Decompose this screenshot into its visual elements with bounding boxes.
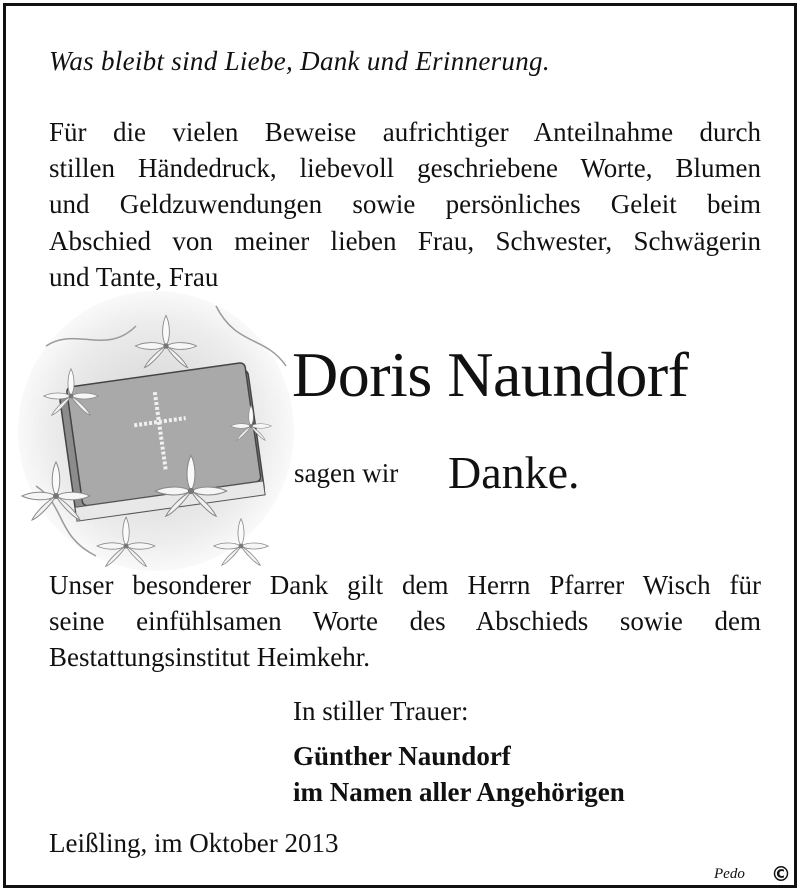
thanks-word: Danke. <box>448 447 580 498</box>
deceased-name: Doris Naundorf <box>292 339 689 410</box>
motto: Was bleibt sind Liebe, Dank und Erinnerung. <box>49 46 550 76</box>
special-thanks-line: seine einfühlsamen Worte des Abschieds sowie dem <box>49 606 761 637</box>
special-thanks-paragraph <box>49 567 761 676</box>
obituary-card <box>3 3 797 888</box>
bible-with-lilies-icon <box>16 286 296 576</box>
intro-line: Abschied von meiner lieben Frau, Schwester, Schwägerin <box>49 225 761 256</box>
signer-block <box>293 738 625 810</box>
intro-paragraph <box>49 114 761 295</box>
mourning-label: In stiller Trauer: <box>293 696 469 726</box>
copyright-icon: © <box>771 862 791 886</box>
intro-line: und Tante, Frau <box>49 261 219 292</box>
place-date: Leißling, im Oktober 2013 <box>49 828 339 858</box>
special-thanks-line: Unser besonderer Dank gilt dem Herrn Pfarrer Wisch für <box>49 570 761 600</box>
signer-note: im Namen aller Angehörigen <box>293 777 625 807</box>
intro-line: Für die vielen Beweise aufrichtiger Anteilnahme durch <box>49 117 761 147</box>
thanks-prefix: sagen wir <box>294 458 399 488</box>
publisher-mark: Pedo <box>714 866 745 882</box>
signer-name: Günther Naundorf <box>293 741 511 771</box>
intro-line: stillen Händedruck, liebevoll geschriebene Worte, Blumen <box>49 153 761 184</box>
special-thanks-line: Bestattungsinstitut Heimkehr. <box>49 642 370 673</box>
intro-line: und Geldzuwendungen sowie persönliches Geleit beim <box>49 189 761 220</box>
